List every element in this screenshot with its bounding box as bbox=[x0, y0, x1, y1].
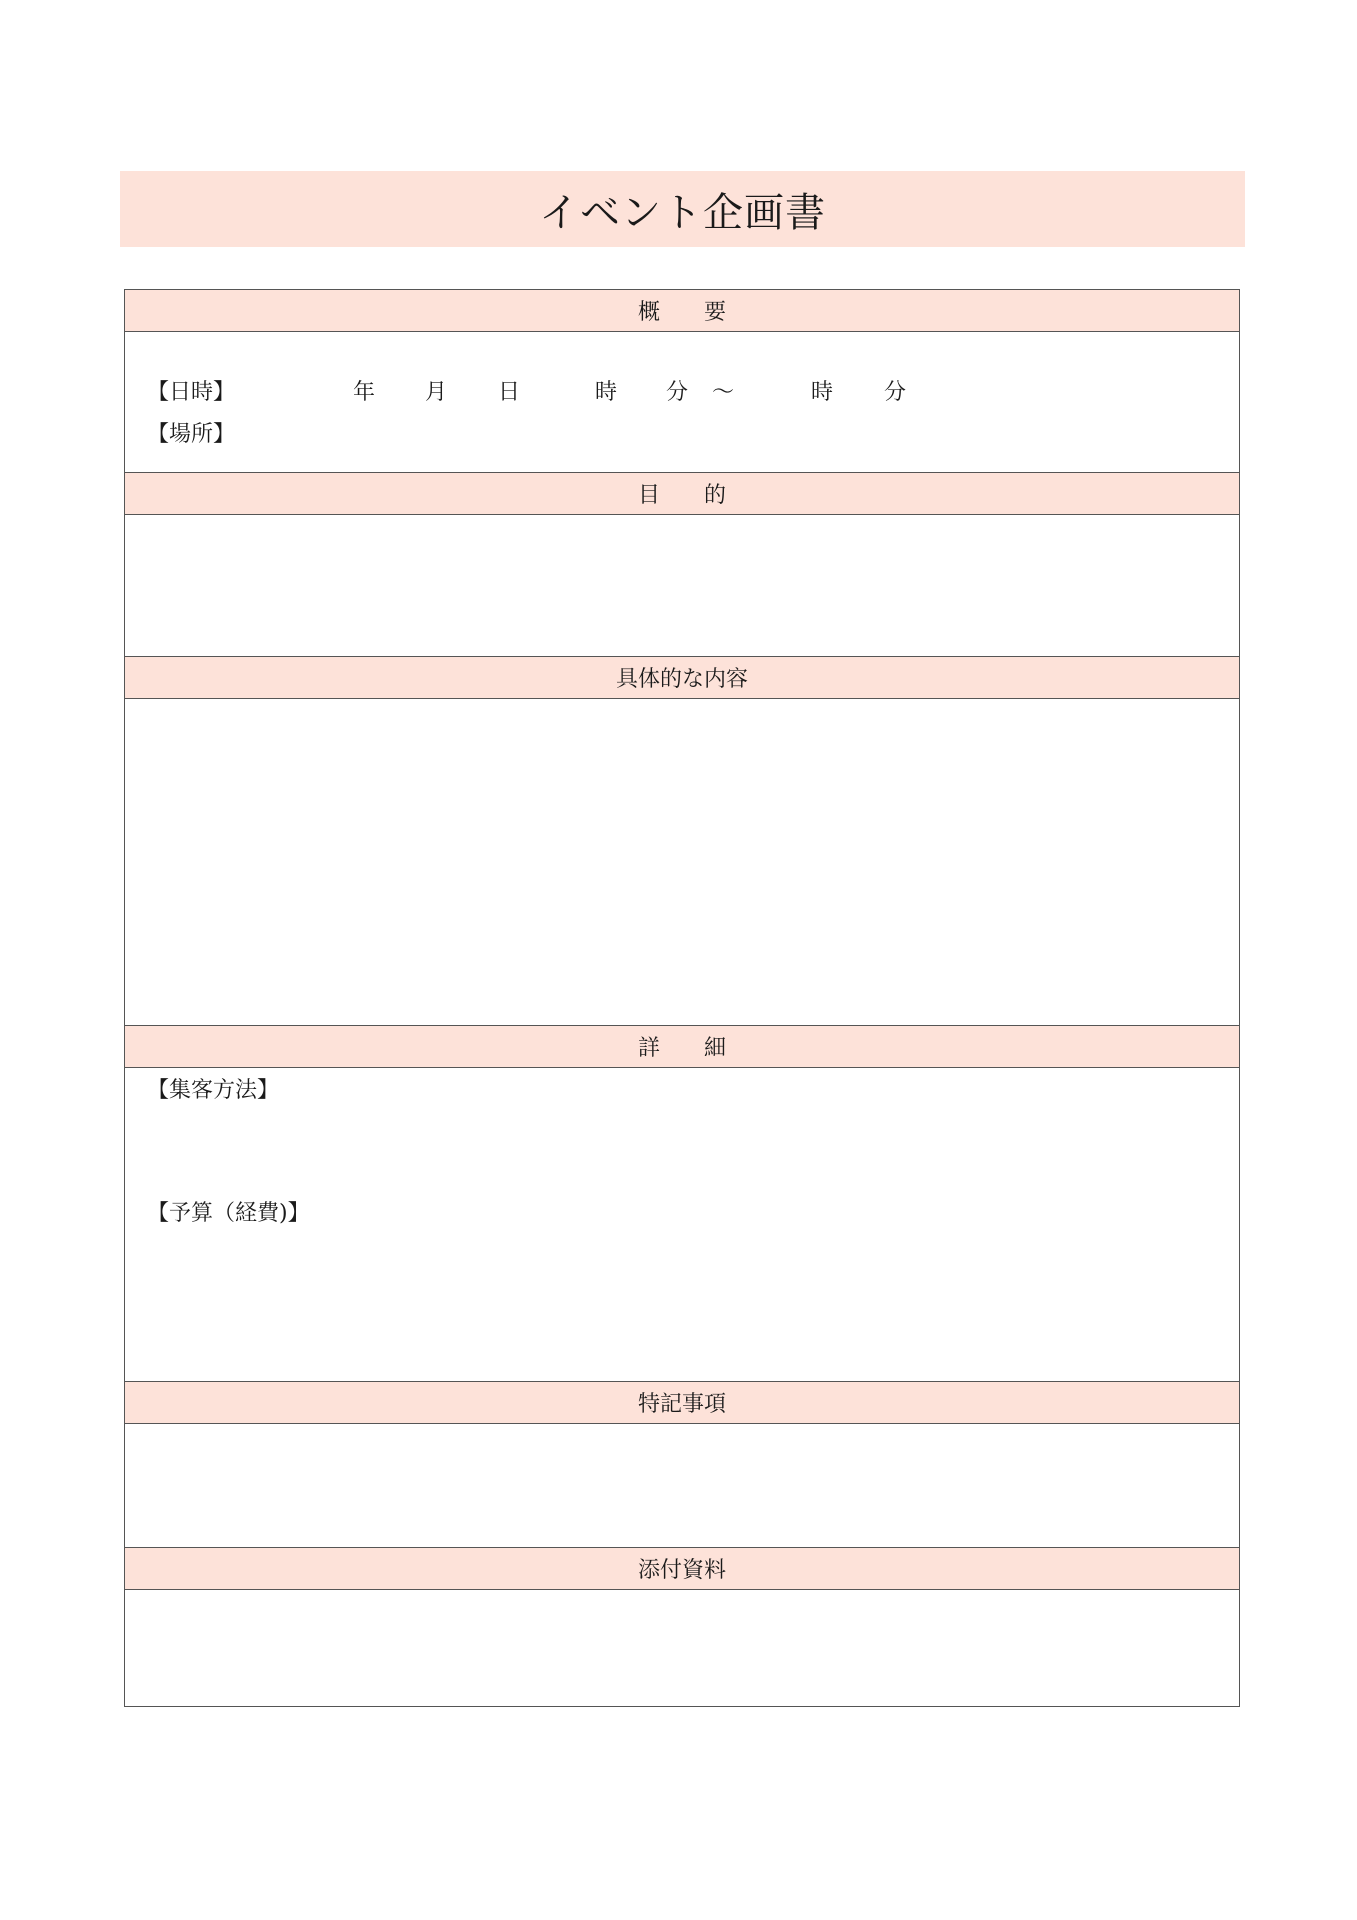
notes-body[interactable] bbox=[125, 1424, 1239, 1548]
overview-header-char: 概 bbox=[637, 300, 660, 325]
datetime-start-hour-unit: 時 bbox=[595, 380, 618, 405]
plan-form bbox=[124, 289, 1240, 1707]
overview-header bbox=[125, 290, 1239, 332]
overview-header-char: 要 bbox=[704, 300, 727, 325]
purpose-header-char: 的 bbox=[704, 483, 727, 508]
content-body[interactable] bbox=[125, 699, 1239, 1026]
location-label: 【場所】 bbox=[147, 422, 236, 447]
content-header bbox=[125, 657, 1239, 699]
attachments-header-label: 添付資料 bbox=[637, 1558, 726, 1583]
purpose-header-char: 目 bbox=[637, 483, 660, 508]
document-title: イベント企画書 bbox=[539, 189, 826, 236]
details-body[interactable] bbox=[125, 1068, 1239, 1382]
content-header-label: 具体的な内容 bbox=[615, 667, 748, 692]
budget-label: 【予算（経費)】 bbox=[147, 1201, 310, 1226]
datetime-start-minute-unit: 分 bbox=[666, 380, 689, 405]
attract-method-label: 【集客方法】 bbox=[147, 1078, 280, 1103]
notes-header bbox=[125, 1382, 1239, 1424]
notes-header-label: 特記事項 bbox=[637, 1392, 726, 1417]
purpose-body[interactable] bbox=[125, 515, 1239, 657]
datetime-range-separator: ～ bbox=[712, 380, 735, 405]
details-header-char: 細 bbox=[704, 1036, 727, 1061]
datetime-end-minute-unit: 分 bbox=[884, 380, 907, 405]
details-header bbox=[125, 1026, 1239, 1068]
datetime-end-hour-unit: 時 bbox=[811, 380, 834, 405]
datetime-day-unit: 日 bbox=[498, 380, 521, 405]
purpose-header bbox=[125, 473, 1239, 515]
datetime-year-unit: 年 bbox=[353, 380, 376, 405]
details-header-char: 詳 bbox=[637, 1036, 660, 1061]
title-banner bbox=[120, 171, 1245, 247]
datetime-label: 【日時】 bbox=[147, 380, 236, 405]
attachments-body[interactable] bbox=[125, 1590, 1239, 1706]
overview-body[interactable] bbox=[125, 332, 1239, 473]
datetime-month-unit: 月 bbox=[425, 380, 448, 405]
attachments-header bbox=[125, 1548, 1239, 1590]
